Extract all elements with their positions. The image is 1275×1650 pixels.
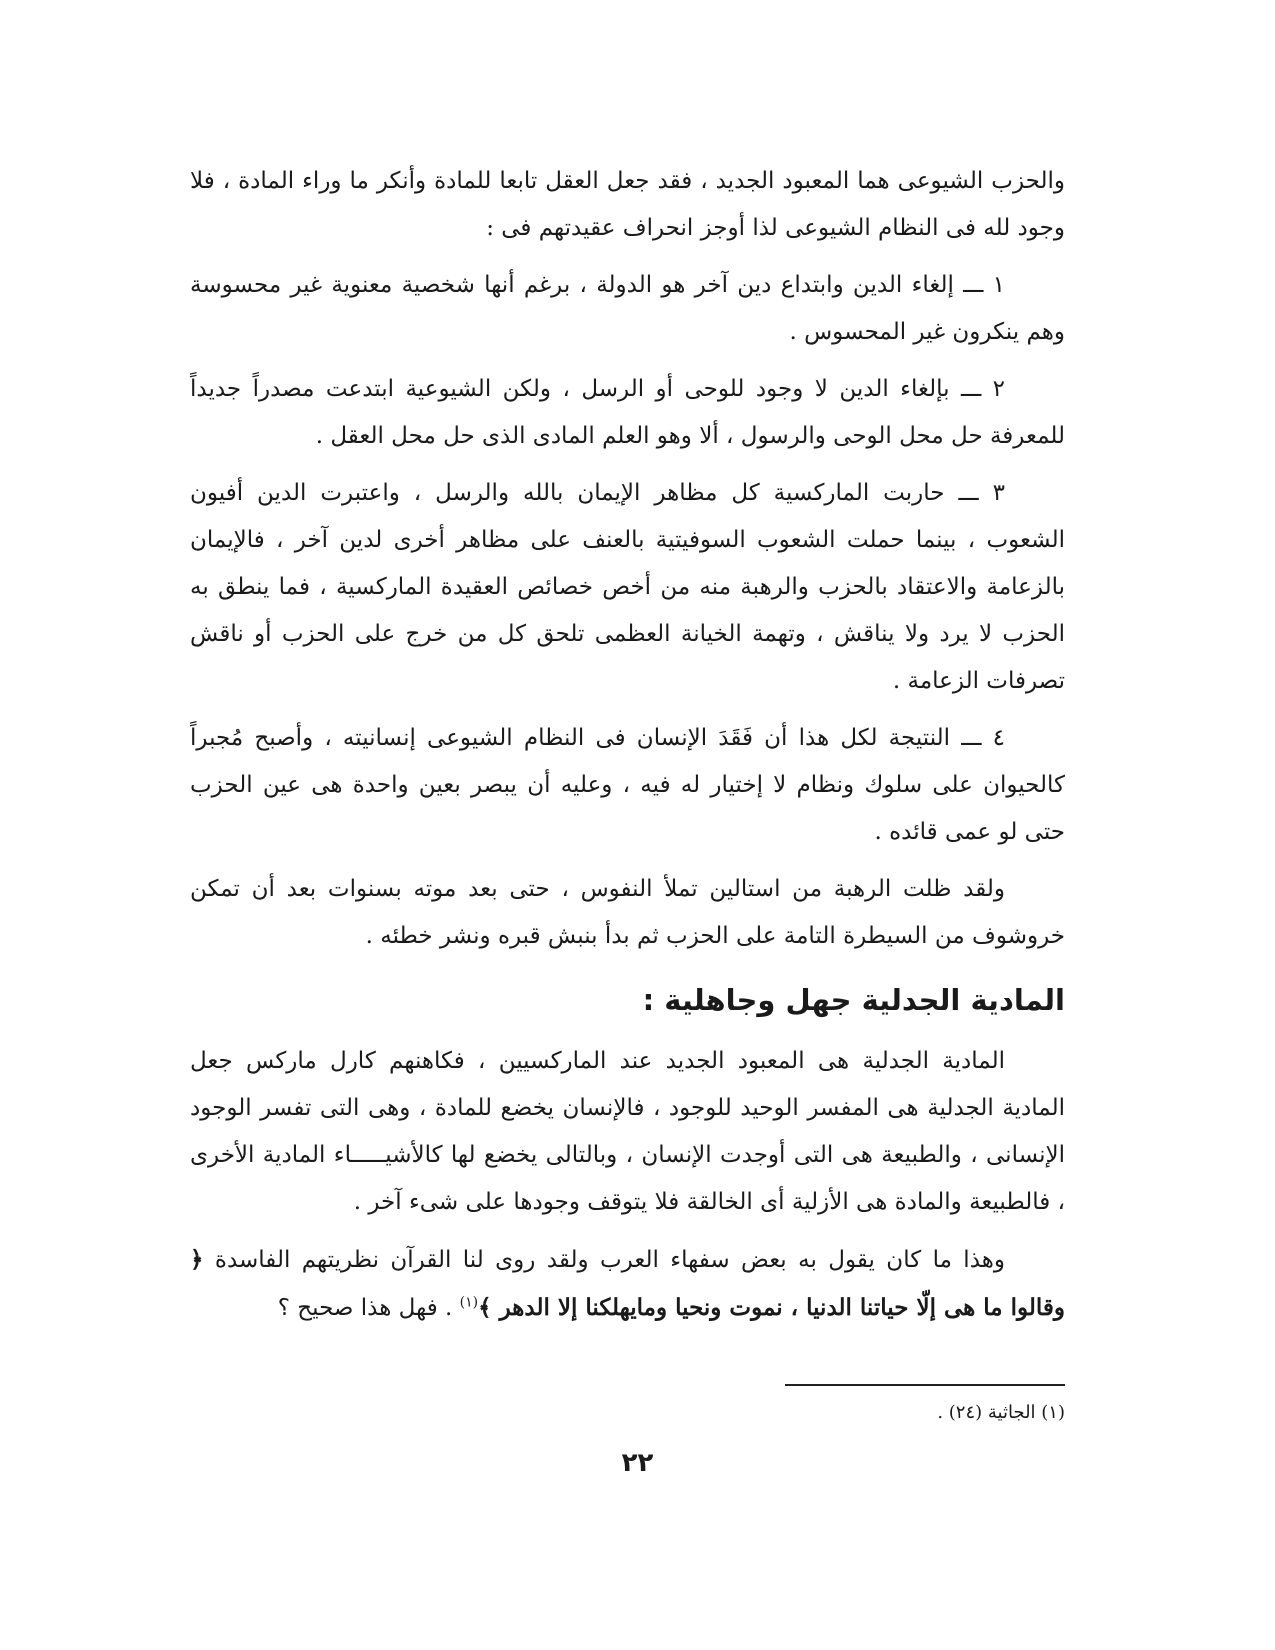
paragraph-point-1: ١ ـــ إلغاء الدين وابتداع دين آخر هو الدولة ، برغم أنها شخصية معنوية غير محسوسة وهم ينكرون غير المحسوس . (190, 272, 1065, 345)
paragraph-point-4: ٤ ـــ النتيجة لكل هذا أن فَقَدَ الإنسان فى النظام الشيوعى إنسانيته ، وأصبح مُجبراً كالحيوان على سلوك ونظام لا إختيار له فيه ، وعليه أن يبصر بعين واحدة هى عين الحزب حتى لو عمى قائده . (190, 725, 1065, 845)
closing-outro: . فهل هذا صحيح ؟ (277, 1295, 453, 1321)
page-number: ٢٢ (621, 1448, 654, 1478)
paragraph-point-3: ٣ ـــ حاربت الماركسية كل مظاهر الإيمان بالله والرسل ، واعتبرت الدين أفيون الشعوب ، بينما حملت الشعوب السوفيتية بالعنف على مظاهر أخرى لدين آخر ، فالإيمان بالزعامة والاعتقاد بالحزب والرهبة منه من أخص خصائص العقيدة الماركسية ، فما ينطق به الحزب لا يرد ولا يناقش ، وتهمة الخيانة العظمى تلحق كل من خرج على الحزب أو ناقش تصرفات الزعامة . (190, 480, 1065, 694)
footnote-divider (785, 1384, 1065, 1386)
paragraph-intro: والحزب الشيوعى هما المعبود الجديد ، فقد جعل العقل تابعا للمادة وأنكر ما وراء المادة ، فلا وجود لله فى النظام الشيوعى لذا أوجز انحراف عقيدتهم فى : (190, 168, 1065, 241)
footnote: (١) الجاثية (٢٤) . (937, 1402, 1065, 1423)
paragraph-closing (190, 1236, 1065, 1332)
footnote-reference: (١) (459, 1294, 479, 1311)
closing-intro: وهذا ما كان يقول به بعض سفهاء العرب ولقد روى لنا القرآن نظريتهم الفاسدة (214, 1247, 1006, 1273)
section-heading: المادية الجدلية جهل وجاهلية : (642, 983, 1065, 1017)
body-text (190, 158, 1065, 1342)
paragraph-dialectical-materialism: المادية الجدلية هى المعبود الجديد عند الماركسيين ، فكاهنهم كارل ماركس جعل المادية الجدلية هى المفسر الوحيد للوجود ، فالإنسان يخضع للمادة ، وهى التى تفسر الوجود الإنسانى ، والطبيعة هى التى أوجدت الإنسان ، وبالتالى يخضع لها كالأشيـــــاء المادية الأخرى ، فالطبيعة والمادة هى الأزلية أى الخالقة فلا يتوقف وجودها على شىء آخر . (190, 1048, 1065, 1215)
paragraph-point-2: ٢ ـــ بإلغاء الدين لا وجود للوحى أو الرسل ، ولكن الشيوعية ابتدعت مصدراً جديداً للمعرفة حل محل الوحى والرسول ، ألا وهو العلم المادى الذى حل محل العقل . (190, 376, 1065, 449)
quran-quote: ﴿ وقالوا ما هى إلّا حياتنا الدنيا ، نموت ونحيا ومايهلكنا إلا الدهر ﴾ (190, 1246, 1065, 1321)
paragraph-stalin: ولقد ظلت الرهبة من استالين تملأ النفوس ، حتى بعد موته بسنوات بعد أن تمكن خروشوف من السيطرة التامة على الحزب ثم بدأ بنبش قبره ونشر خطئه . (190, 876, 1065, 949)
